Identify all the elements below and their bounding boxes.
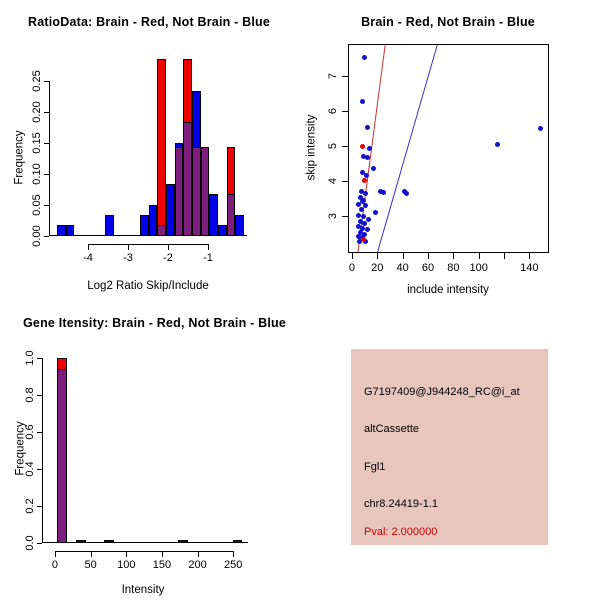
hist-bar bbox=[157, 59, 166, 236]
gene-info-line: G7197409@J944248_RC@i_at bbox=[364, 386, 520, 398]
plot-baseline bbox=[50, 235, 247, 236]
notbrain-fit-line bbox=[378, 45, 438, 252]
x-tick-label: 200 bbox=[188, 559, 207, 571]
y-tick bbox=[342, 146, 348, 147]
y-tick bbox=[44, 112, 49, 113]
scatter-point-brain bbox=[360, 144, 365, 149]
y-tick bbox=[44, 236, 49, 237]
x-tick bbox=[208, 244, 209, 250]
y-tick-label: 0.05 bbox=[31, 194, 43, 216]
hist-bar bbox=[235, 215, 244, 236]
y-tick-label: 0.0 bbox=[24, 535, 36, 551]
y-tick bbox=[37, 432, 42, 433]
y-tick-label: 6 bbox=[327, 107, 339, 114]
gene-histogram-xlabel: Intensity bbox=[121, 584, 165, 596]
hist-bar bbox=[57, 358, 68, 543]
y-tick-label: 0.00 bbox=[31, 225, 43, 247]
y-tick-label: 0.2 bbox=[24, 498, 36, 514]
gene-histogram-plot-area bbox=[24, 350, 248, 571]
scatter-point-not-brain bbox=[538, 126, 543, 131]
scatter-point-not-brain bbox=[373, 210, 378, 215]
scatter-point-not-brain bbox=[364, 173, 369, 178]
x-tick-label: 50 bbox=[84, 559, 97, 571]
x-tick bbox=[428, 253, 429, 259]
ratio-histogram-xlabel: Log2 Ratio Skip/Include bbox=[87, 280, 209, 292]
gene-histogram-title: Gene Itensity: Brain - Red, Not Brain - Blue bbox=[23, 316, 286, 330]
scatter-point-not-brain bbox=[367, 146, 372, 151]
y-tick bbox=[44, 81, 49, 82]
y-tick-label: 0.4 bbox=[24, 461, 36, 477]
y-tick bbox=[37, 395, 42, 396]
x-tick bbox=[55, 551, 56, 557]
scatter-point-not-brain bbox=[495, 142, 500, 147]
x-tick bbox=[162, 551, 163, 557]
x-tick bbox=[403, 253, 404, 259]
ratio-histogram-plot-area bbox=[31, 44, 247, 264]
x-tick-label: -4 bbox=[83, 252, 93, 264]
gene-info-line: altCassette bbox=[364, 423, 420, 435]
y-axis-line bbox=[49, 81, 50, 236]
hist-bar bbox=[183, 59, 192, 236]
y-tick bbox=[342, 111, 348, 112]
x-tick bbox=[88, 244, 89, 250]
gene-histogram-ylabel: Frequency bbox=[14, 421, 27, 476]
y-tick-label: 0.8 bbox=[24, 387, 36, 403]
y-tick bbox=[37, 506, 42, 507]
x-tick-label: 100 bbox=[469, 262, 488, 274]
x-tick bbox=[352, 253, 353, 259]
x-tick bbox=[529, 253, 530, 259]
y-tick-label: 0.20 bbox=[31, 101, 43, 123]
y-tick-label: 5 bbox=[327, 142, 339, 149]
y-tick bbox=[342, 216, 348, 217]
y-tick bbox=[37, 543, 42, 544]
hist-bar bbox=[166, 184, 175, 236]
x-tick-label: 250 bbox=[224, 559, 243, 571]
scatter-xlabel: include intensity bbox=[407, 284, 489, 296]
hist-bar-overlap bbox=[183, 122, 192, 236]
hist-bar bbox=[201, 147, 209, 236]
scatter-point-not-brain bbox=[363, 203, 368, 208]
plot-baseline bbox=[43, 542, 248, 543]
scatter-point-not-brain bbox=[365, 155, 370, 160]
scatter-plot-area bbox=[327, 44, 549, 274]
hist-bar-overlap bbox=[227, 194, 235, 236]
hist-bar bbox=[192, 91, 201, 236]
y-tick-label: 0.25 bbox=[31, 69, 43, 92]
x-tick-label: -2 bbox=[163, 252, 173, 264]
fit-lines-layer bbox=[349, 45, 548, 252]
y-tick-label: 3 bbox=[327, 212, 339, 219]
x-tick bbox=[377, 253, 378, 259]
hist-bar bbox=[149, 205, 157, 236]
hist-bar-overlap bbox=[57, 369, 68, 543]
hist-bar-overlap bbox=[192, 147, 201, 236]
gene-info-box bbox=[351, 349, 548, 545]
scatter-point-not-brain bbox=[360, 99, 365, 104]
hist-bar bbox=[140, 215, 149, 236]
y-tick-label: 4 bbox=[327, 177, 339, 184]
scatter-title: Brain - Red, Not Brain - Blue bbox=[361, 15, 535, 29]
scatter-point-brain bbox=[361, 237, 366, 242]
x-axis-line bbox=[88, 244, 208, 245]
x-tick-label: -1 bbox=[203, 252, 213, 264]
x-tick bbox=[126, 551, 127, 557]
hist-bar bbox=[105, 215, 114, 236]
x-tick bbox=[504, 253, 505, 259]
x-tick-label: 20 bbox=[371, 262, 384, 274]
y-tick bbox=[44, 174, 49, 175]
gene-info-line: chr8.24419-1.1 bbox=[364, 498, 438, 510]
scatter-point-not-brain bbox=[363, 191, 368, 196]
scatter-ylabel: skip intensity bbox=[305, 114, 318, 181]
y-tick bbox=[37, 469, 42, 470]
hist-bar-overlap bbox=[175, 147, 183, 236]
x-tick-label: 80 bbox=[447, 262, 460, 274]
y-tick bbox=[342, 181, 348, 182]
x-tick bbox=[128, 244, 129, 250]
hist-bar bbox=[227, 147, 235, 236]
y-tick-label: 0.15 bbox=[31, 132, 43, 154]
x-tick-label: 100 bbox=[117, 559, 136, 571]
y-tick bbox=[44, 143, 49, 144]
y-tick bbox=[37, 358, 42, 359]
x-tick bbox=[233, 551, 234, 557]
scatter-point-not-brain bbox=[359, 207, 364, 212]
x-tick bbox=[198, 551, 199, 557]
x-tick-label: 140 bbox=[520, 262, 539, 274]
x-tick-label: 40 bbox=[396, 262, 409, 274]
scatter-point-not-brain bbox=[365, 125, 370, 130]
x-tick bbox=[453, 253, 454, 259]
ratio-histogram-title: RatioData: Brain - Red, Not Brain - Blue bbox=[28, 15, 271, 29]
x-tick bbox=[168, 244, 169, 250]
y-tick bbox=[44, 205, 49, 206]
y-tick-label: 0.6 bbox=[24, 424, 36, 440]
x-axis-line bbox=[55, 551, 233, 552]
gene-info-line: Fgl1 bbox=[364, 461, 386, 473]
y-tick-label: 7 bbox=[327, 72, 339, 79]
hist-bar bbox=[175, 143, 183, 236]
y-axis-line bbox=[42, 358, 43, 543]
x-tick-label: 0 bbox=[51, 559, 59, 571]
y-tick bbox=[342, 76, 348, 77]
x-tick-label: 150 bbox=[152, 559, 172, 571]
x-tick-label: 60 bbox=[421, 262, 435, 274]
hist-bar bbox=[209, 194, 218, 236]
hist-bar-overlap bbox=[201, 147, 209, 236]
x-tick bbox=[479, 253, 480, 259]
x-tick-label: 0 bbox=[348, 262, 356, 274]
gene-info-line: Pval: 2.000000 bbox=[364, 526, 438, 538]
y-tick-label: 0.10 bbox=[31, 163, 43, 185]
y-tick-label: 1.0 bbox=[24, 350, 36, 366]
x-tick-label: -3 bbox=[123, 252, 133, 264]
x-tick bbox=[91, 551, 92, 557]
ratio-histogram-ylabel: Frequency bbox=[13, 130, 26, 185]
